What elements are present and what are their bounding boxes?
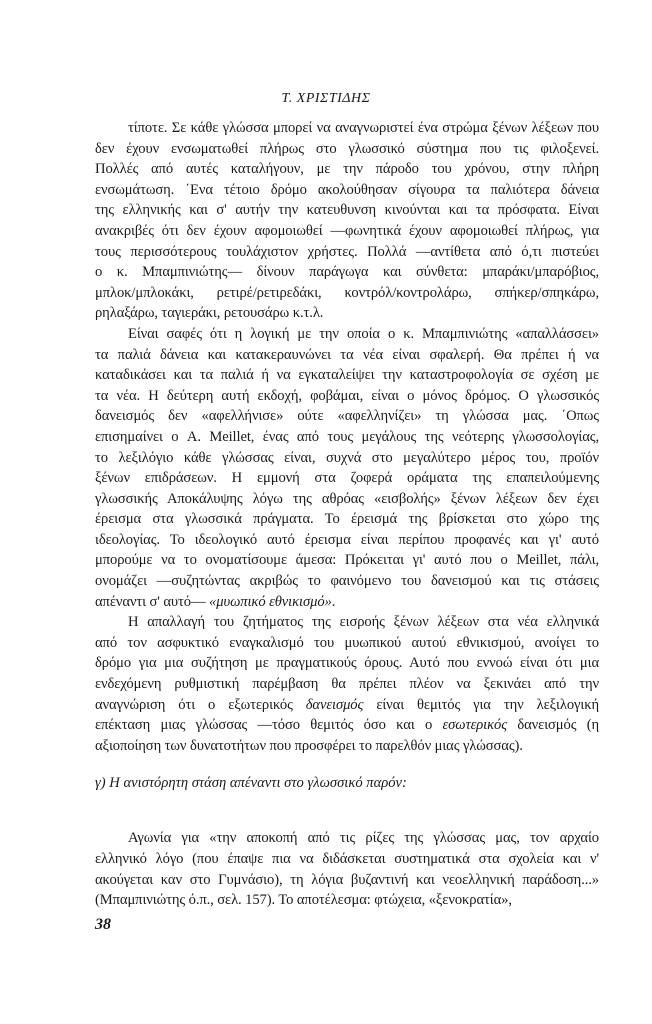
text-line — [95, 159, 599, 180]
text-line — [95, 715, 599, 736]
text-segment: επέκταση μιας γλώσσας —τόσο θεμιτός όσο και ο — [95, 717, 443, 734]
text-line — [95, 200, 599, 221]
text-line — [95, 633, 599, 654]
paragraph-4 — [95, 828, 599, 910]
page-number: 38 — [95, 916, 111, 933]
text-segment: έρεισμα στα γλωσσικά πράγματα. Το έρεισμά της βρίσκεται στο χώρο της — [95, 511, 599, 528]
text-segment: δανεισμός (η — [507, 717, 599, 734]
text-segment: ιδεολογίας. Το ιδεολογικό αυτό έρεισμα είναι περίπου προφανές και γι' αυτό — [95, 531, 599, 548]
text-line — [95, 180, 599, 201]
text-line — [95, 406, 599, 427]
text-line — [95, 890, 599, 911]
paragraph-3 — [95, 612, 599, 756]
text-line — [95, 674, 599, 695]
text-segment: απέναντι σ' αυτό— — [95, 593, 210, 610]
text-line — [95, 345, 599, 366]
section-heading: γ) Η ανιστόρητη στάση απέναντι στο γλωσσικό παρόν: — [95, 775, 407, 792]
text-segment: γλωσσικής Αποκάλυψης λόγω της αθρόας «εισβολής» ξένων λέξεων δεν έχει — [95, 490, 599, 507]
text-line — [95, 283, 599, 304]
text-line — [95, 592, 599, 613]
text-segment: αναγνώριση ότι ο εξωτερικός — [95, 696, 306, 713]
text-line — [95, 303, 599, 324]
text-line — [95, 242, 599, 263]
text-segment: από τον ασφυκτικό εναγκαλισμό του μυωπικού αυτού εθνικισμού, ανοίγει το — [95, 634, 599, 651]
text-line — [95, 530, 599, 551]
text-line — [95, 509, 599, 530]
text-segment: τίποτε. Σε κάθε γλώσσα μπορεί να αναγνωριστεί ένα στρώμα ξένων λέξεων που — [128, 120, 599, 136]
text-segment: της ελληνικής και σ' αυτήν την κατευθυνση κινούνται και τα πρόσφατα. Είναι — [95, 202, 599, 219]
text-segment: ρηλαξάρω, ταγιεράκι, ρετουσάρω κ.τ.λ. — [95, 305, 324, 322]
text-segment: ο κ. Μπαμπινιώτης— δίνουν παράγωγα και σύνθετα: μπαράκι/μπαρόβιος, — [95, 264, 599, 281]
text-segment: δεν έχουν ενσωματωθεί πλήρως στο γλωσσικό σύστημα που τις φιλοξενεί. — [95, 140, 599, 157]
paragraph-1 — [95, 118, 599, 324]
text-segment: Είναι σαφές ότι η λογική με την οποία ο κ. Μπαμπινιώτης «απαλλάσσει» — [128, 325, 599, 342]
text-line — [95, 448, 599, 469]
text-line — [95, 695, 599, 716]
text-line — [95, 386, 599, 407]
text-segment: ενδεχόμενη ρυθμιστική παρέμβαση θα πρέπει πλέον να ξεκινάει από την — [95, 676, 599, 693]
text-segment: ακούγεται καν στο Γυμνάσιο), τη λόγια βυζαντινή και νεοελληνική παράδοση...» — [95, 871, 599, 888]
text-segment: μπλοκ/μπλοκάκι, ρετιρέ/ρετιρεδάκι, κοντρόλ/κοντρολάρω, σπήκερ/σπηκάρω, — [95, 284, 599, 301]
text-segment: τους περισσότερους τουλάχιστον χρήστες. Πολλά —αντίθετα από ό,τι πιστεύει — [95, 243, 599, 260]
running-header: Τ. ΧΡΙΣΤΙΔΗΣ — [281, 91, 371, 106]
text-line — [95, 870, 599, 891]
italic-text: εσωτερικός — [442, 717, 508, 734]
text-line — [95, 262, 599, 283]
text-segment: επισημαίνει ο A. Meillet, ένας από τους μεγάλους της νεότερης γλωσσολογίας, — [95, 428, 599, 445]
italic-text: «μυωπικό εθνικισμό» — [209, 593, 332, 610]
text-line — [95, 828, 599, 849]
text-segment: ενσωμάτωση. ΄Ενα τέτοιο δρόμο ακολούθησαν σίγουρα τα παλιότερα δάνεια — [95, 181, 599, 198]
text-segment: ελληνικό λόγο (που έπαψε πια να διδάσκεται συστηματικά στα σχολεία και ν' — [95, 851, 599, 867]
text-line — [95, 612, 599, 633]
text-segment: το λεξιλόγιο κάθε γλώσσας είναι, συχνά στο μεγαλύτερο μέρος του, προϊόν — [95, 449, 599, 466]
text-line — [95, 468, 599, 489]
text-segment: καταδικάσει και τα παλιά ή να εγκαταλείψει την καταστροφολογία σε σχέση με — [95, 367, 599, 384]
text-segment: τα νέα. Η δεύτερη αυτή εκδοχή, φοβάμαι, είναι ο μόνος δρόμος. Ο γλωσσικός — [95, 387, 599, 404]
text-segment: ανακριβές ότι δεν έχουν αφομοιωθεί —φωνητικά έχουν αφομοιωθεί πλήρως, για — [95, 222, 599, 239]
text-line — [95, 736, 599, 757]
text-segment: Αγωνία για «την αποκοπή από τις ρίζες της γλώσσας μας, τον αρχαίο — [128, 830, 599, 847]
text-line — [95, 365, 599, 386]
text-line — [95, 139, 599, 160]
italic-text: δανεισμός — [305, 696, 364, 713]
text-column — [95, 118, 599, 911]
text-line — [95, 849, 599, 870]
text-segment: δανεισμός δεν «αφελλήνισε» ούτε «αφελληνίζει» τη γλώσσα μας. ΄Οπως — [95, 408, 599, 425]
text-line — [95, 489, 599, 510]
text-segment: τα παλιά δάνεια και κατακεραυνώνει τα νέα είναι σφαλερή. Θα πρέπει ή να — [95, 346, 599, 363]
text-line — [95, 221, 599, 242]
paragraph-2 — [95, 324, 599, 612]
text-segment: αξιοποίηση των δυνατοτήτων που προσφέρει το παρελθόν μιας γλώσσας). — [95, 737, 523, 754]
text-segment: μπορούμε να το ονοματίσουμε άμεσα: Πρόκειται γι' αυτό που ο Meillet, πάλι, — [95, 552, 599, 569]
text-segment: Πολλές από αυτές καταλήγουν, με την πάροδο του χρόνου, στην πλήρη — [95, 161, 599, 178]
text-line — [95, 571, 599, 592]
text-segment: δρόμο για μια συζήτηση με πραγματικούς όρους. Αυτό που εννοώ είναι ότι μια — [95, 655, 599, 672]
text-segment: είναι θεμιτός για την λεξιλογική — [363, 696, 599, 713]
text-line — [95, 550, 599, 571]
text-line — [95, 324, 599, 345]
text-segment: Η απαλλαγή του ζητήματος της εισροής ξένων λέξεων στα νέα ελληνικά — [128, 614, 599, 631]
text-line — [95, 653, 599, 674]
text-line — [95, 427, 599, 448]
text-line — [95, 118, 599, 139]
text-segment: (Μπαμπινιώτης ό.π., σελ. 157). Το αποτέλεσμα: φτώχεια, «ξενοκρατία», — [95, 892, 512, 909]
text-segment: . — [331, 593, 336, 610]
text-segment: ονομάζει —συζητώντας ακριβώς το φαινόμενο του δανεισμού και τις στάσεις — [95, 573, 599, 590]
text-segment: ξένων επιδράσεων. Η εμμονή στα ζοφερά οράματα της επαπειλούμενης — [95, 470, 599, 487]
